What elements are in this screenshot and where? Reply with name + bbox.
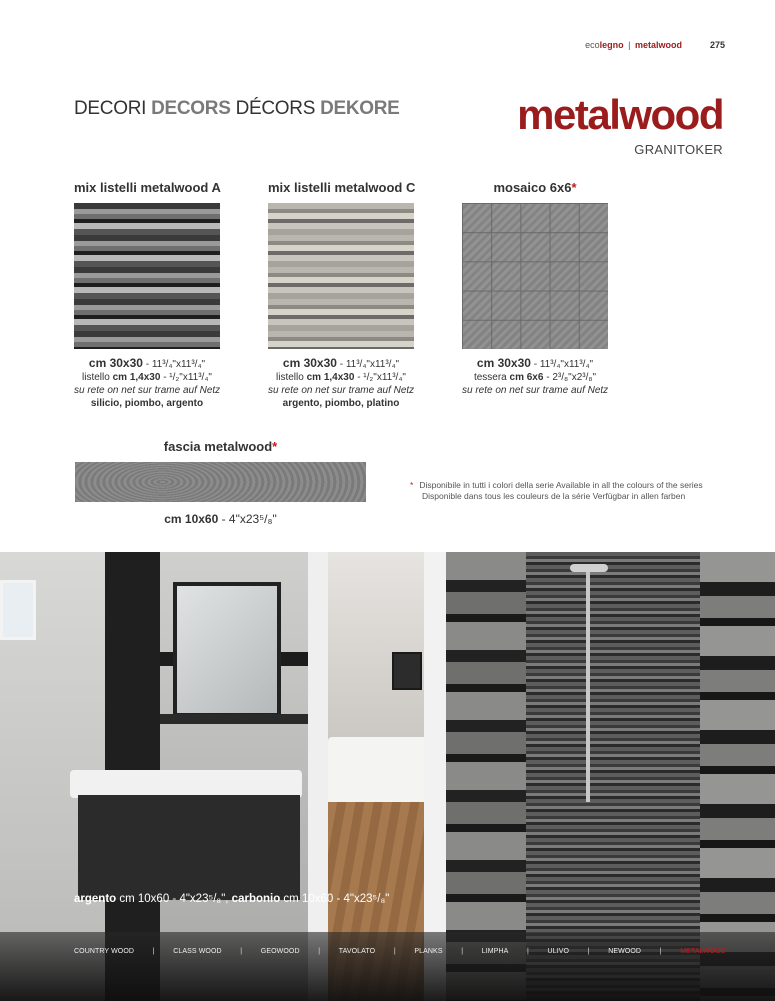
size-imperial: - 4"x23⁵/₈" <box>218 512 277 526</box>
size-label: cm 10x60 <box>164 512 219 526</box>
caption-carbonio: carbonio <box>231 893 281 905</box>
nav-item-planks[interactable]: PLANKS <box>414 948 443 955</box>
fascia-title-text: fascia metalwood <box>163 439 273 454</box>
nav-separator: | <box>461 948 464 955</box>
asterisk-marker: * <box>571 180 577 195</box>
size-label: cm 30x30 <box>282 356 337 370</box>
product-spec <box>74 357 220 410</box>
product-swatch[interactable] <box>462 203 608 349</box>
title-en: DECORS <box>151 98 231 119</box>
note-line-2: Disponible dans tous les couleurs de la série Verfügbar in allen farben <box>422 491 686 501</box>
page-header <box>585 40 725 50</box>
mesh-note: su rete on net sur trame auf Netz <box>462 385 609 396</box>
brand-block <box>517 91 723 157</box>
title-de: DEKORE <box>320 98 400 119</box>
nav-separator: | <box>659 948 662 955</box>
size-label: cm 30x30 <box>88 356 143 370</box>
bathroom-photo <box>0 552 775 1001</box>
fascia-card[interactable] <box>75 439 366 526</box>
nav-separator: | <box>527 948 529 955</box>
strip-imperial: - ¹/₂"x11³/₄" <box>160 372 212 383</box>
strip-imperial: - ¹/₂"x11³/₄" <box>354 372 406 383</box>
brand-prefix: eco <box>585 40 600 50</box>
nav-item-ulivo[interactable]: ULIVO <box>547 948 570 955</box>
fascia-title <box>75 439 366 454</box>
photo-caption <box>74 893 389 905</box>
photo-tile-stripe <box>160 714 310 724</box>
fascia-swatch[interactable] <box>75 462 366 502</box>
strip-label: listello <box>276 372 307 383</box>
collection-nav <box>74 948 726 955</box>
nav-separator: | <box>318 948 321 955</box>
product-spec <box>268 357 414 410</box>
photo-sink <box>70 770 302 798</box>
breadcrumb-separator: | <box>628 40 631 50</box>
photo-mirror <box>173 582 281 717</box>
nav-separator: | <box>587 948 590 955</box>
photo-shower-pipe <box>586 572 590 802</box>
strip-label: listello <box>82 372 113 383</box>
section-title <box>74 98 400 120</box>
photo-shower-head <box>570 564 608 572</box>
product-swatch[interactable] <box>74 203 220 349</box>
product-swatch[interactable] <box>268 203 414 349</box>
asterisk-marker: * <box>410 480 414 490</box>
size-imperial: - 11³/₄"x11³/₄" <box>142 359 206 370</box>
product-card[interactable] <box>268 180 414 410</box>
photo-bed <box>328 737 424 802</box>
size-imperial: - 11³/₄"x11³/₄" <box>336 359 400 370</box>
strip-size: cm 1,4x30 <box>306 372 355 383</box>
nav-item-class-wood[interactable]: CLASS WOOD <box>173 948 222 955</box>
product-title-text: mosaico 6x6 <box>493 180 572 195</box>
nav-separator: | <box>393 948 396 955</box>
mesh-note: su rete on net sur trame auf Netz <box>74 385 221 396</box>
collection-name[interactable]: metalwood <box>634 40 682 50</box>
title-it: DECORI <box>74 98 147 119</box>
size-label: cm 30x30 <box>476 356 531 370</box>
nav-item-metalwood[interactable]: METALWOOD <box>680 948 726 955</box>
nav-item-limpha[interactable]: LIMPHA <box>481 948 509 955</box>
photo-wall-art <box>392 652 422 690</box>
title-fr: DÉCORS <box>235 98 316 119</box>
color-list: silicio, piombo, argento <box>90 398 204 409</box>
product-spec <box>462 357 608 397</box>
product-title: mix listelli metalwood C <box>268 180 416 195</box>
brand-name: metalwood <box>517 91 723 138</box>
caption-argento-size: cm 10x60 - 4"x23⁵/₈", <box>116 893 232 905</box>
brand-main: legno <box>599 40 624 50</box>
photo-cabinet <box>78 795 300 900</box>
nav-item-geowood[interactable]: GEOWOOD <box>260 948 300 955</box>
availability-note <box>410 480 710 502</box>
tile-size: cm 6x6 <box>509 372 544 383</box>
product-title <box>462 180 608 195</box>
caption-argento: argento <box>74 893 117 905</box>
brand-subtitle: GRANITOKER <box>634 142 723 157</box>
color-list: argento, piombo, platino <box>282 398 400 409</box>
page-number: 275 <box>709 40 725 50</box>
asterisk-marker: * <box>272 439 278 454</box>
breadcrumb <box>585 40 682 50</box>
nav-item-country-wood[interactable]: COUNTRY WOOD <box>74 948 135 955</box>
nav-separator: | <box>240 948 243 955</box>
fascia-spec <box>75 512 366 526</box>
strip-size: cm 1,4x30 <box>112 372 161 383</box>
nav-item-tavolato[interactable]: TAVOLATO <box>338 948 376 955</box>
product-card[interactable] <box>462 180 608 397</box>
mesh-note: su rete on net sur trame auf Netz <box>268 385 415 396</box>
nav-separator: | <box>152 948 155 955</box>
product-title: mix listelli metalwood A <box>74 180 221 195</box>
tile-label: tessera <box>473 372 510 383</box>
size-imperial: - 11³/₄"x11³/₄" <box>530 359 594 370</box>
photo-floor <box>0 932 775 1001</box>
note-line-1: Disponibile in tutti i colori della serie Available in all the colours of the series <box>419 480 703 490</box>
product-card[interactable] <box>74 180 220 410</box>
tile-imperial: - 2³/₈"x2³/₈" <box>543 372 597 383</box>
caption-carbonio-size: cm 10x60 - 4"x23⁵/₈" <box>280 893 390 905</box>
nav-item-newood[interactable]: NEWOOD <box>608 948 642 955</box>
photo-window <box>0 580 36 640</box>
